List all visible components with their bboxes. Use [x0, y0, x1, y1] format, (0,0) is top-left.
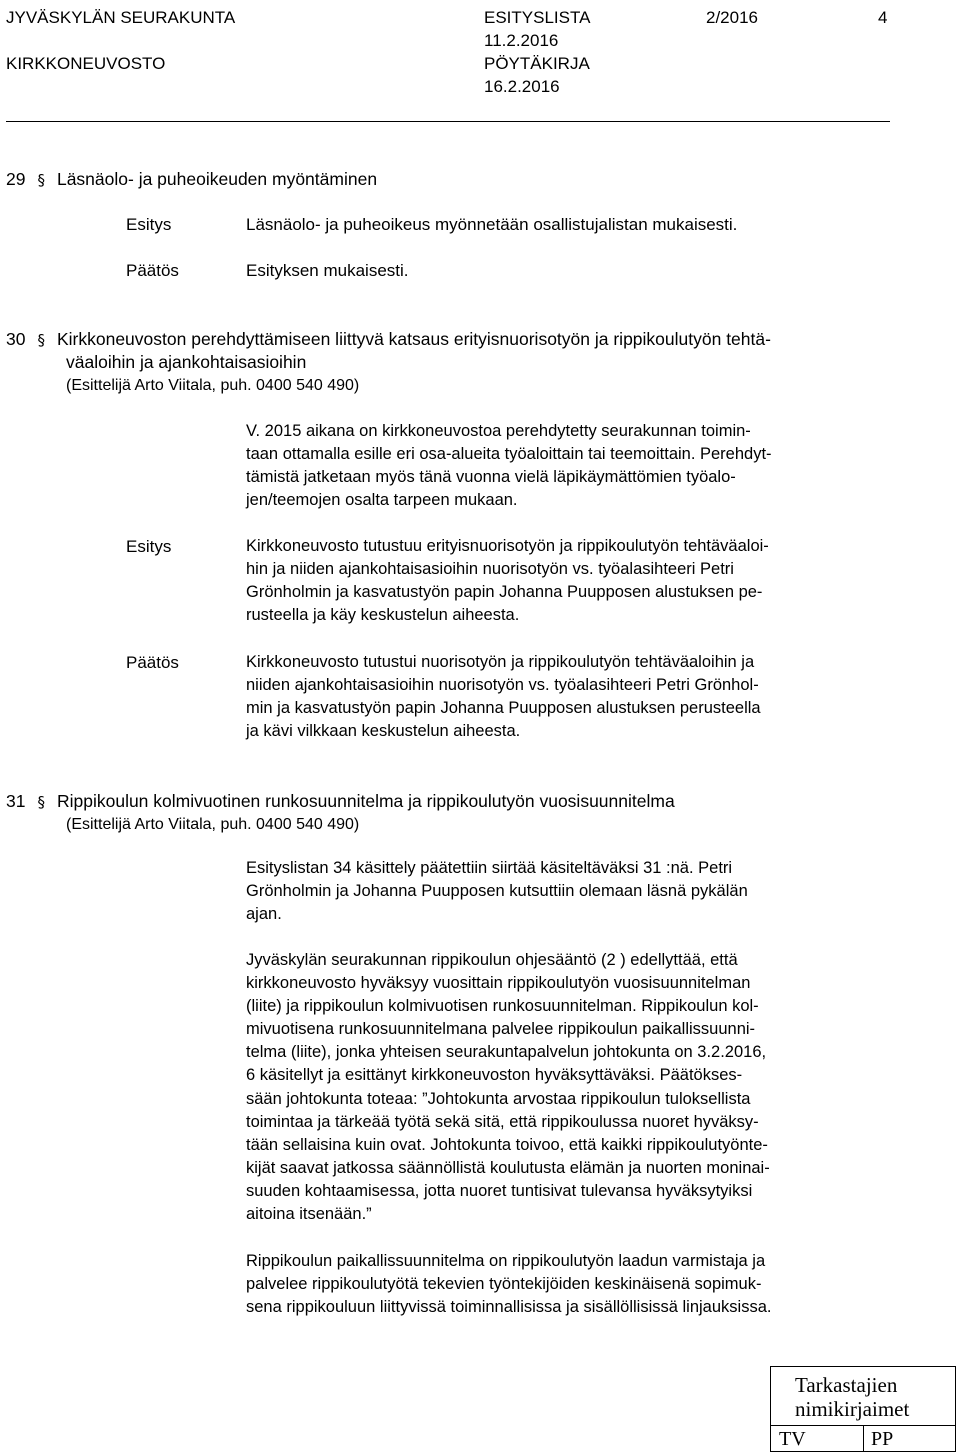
reviewer-initials-box	[770, 1366, 956, 1452]
minutes-date: 16.2.2016	[484, 77, 560, 96]
document-number: 2/2016	[706, 8, 758, 27]
section-title: Läsnäolo- ja puheoikeuden myöntäminen	[56, 169, 378, 189]
section-30-decision-text	[246, 651, 886, 743]
text-line: mivuotisena runkosuunnitelmana palvelee rippikoulun paikallissuunni-	[246, 1020, 756, 1039]
text-line: niiden ajankohtaisasioihin nuorisotyön vs. työalasihteeri Petri Grönhol-	[246, 676, 759, 695]
header-divider	[6, 121, 890, 122]
reviewer-initials-2: PP	[871, 1428, 894, 1450]
page-number: 4	[878, 8, 888, 27]
section-30-intro	[246, 420, 886, 512]
text-line: taan ottamalla esille eri osa-alueita työaloittain tai teemoittain. Perehdyt-	[246, 445, 772, 464]
section-29-heading	[6, 168, 377, 192]
section-31-heading	[6, 790, 675, 814]
section-30-heading	[6, 328, 771, 352]
text-line: Jyväskylän seurakunnan rippikoulun ohjesääntö (2 ) edellyttää, että	[246, 951, 738, 969]
caption-line: nimikirjaimet	[795, 1397, 910, 1421]
section-29-decision-label: Päätös	[126, 261, 179, 280]
text-line: sena rippikouluun liittyvissä toiminnallisissa ja sisällöllisissä linjauksissa.	[246, 1298, 772, 1317]
section-30-decision-label: Päätös	[126, 653, 179, 672]
section-number: 30	[6, 329, 26, 349]
section-29-proposal-text: Läsnäolo- ja puheoikeus myönnetään osallistujalistan mukaisesti.	[246, 215, 738, 234]
text-line: hin ja niiden ajankohtaisasioihin nuorisotyön vs. työalasihteeri Petri	[246, 560, 734, 579]
reviewer-initials-1: TV	[779, 1428, 806, 1450]
minutes-label: PÖYTÄKIRJA	[484, 54, 590, 73]
text-line: tään sellaisina kuin ovat. Johtokunta toivoo, että kaikki rippikoulutyönte-	[246, 1135, 768, 1154]
text-line: sään johtokunta toteaa: ”Johtokunta arvostaa rippikoulun tuloksellista	[246, 1089, 751, 1108]
caption-line: Tarkastajien	[795, 1373, 898, 1397]
section-31-paragraph-2	[246, 949, 886, 1226]
text-line: kijät saavat jatkossa säännöllistä koulutusta elämän ja nuorten moninai-	[246, 1158, 770, 1177]
organization-name: JYVÄSKYLÄN SEURAKUNTA	[6, 8, 236, 27]
text-line: min ja kasvatustyön papin Johanna Puupposen alustuksen perusteella	[246, 699, 761, 718]
section-number: 31	[6, 791, 26, 811]
section-31-presenter: (Esittelijä Arto Viitala, puh. 0400 540 490)	[66, 816, 360, 833]
text-line: suuden kohtaamisessa, jotta nuoret tuntisivat tulevansa hyväksytyiksi	[246, 1181, 753, 1200]
box-divider	[863, 1425, 864, 1451]
text-line: (liite) ja rippikoulun kolmivuotisen runkosuunnitelman. Rippikoulun kol-	[246, 997, 759, 1016]
text-line: Kirkkoneuvosto tutustuu erityisnuorisotyön ja rippikoulutyön tehtäväaloi-	[246, 537, 769, 555]
text-line: ja kävi vilkkaan keskustelun aiheesta.	[246, 722, 521, 741]
section-sign: §	[37, 331, 45, 349]
section-30-proposal-label: Esitys	[126, 537, 172, 556]
text-line: tämistä jatketaan myös tänä vuonna vielä läpikäymättömien työalo-	[246, 468, 736, 487]
text-line: Kirkkoneuvosto tutustui nuorisotyön ja rippikoulutyön tehtäväaloihin ja	[246, 653, 755, 671]
text-line: 6 käsitellyt ja esittänyt kirkkoneuvoston hyväksyttäväksi. Päätökses-	[246, 1066, 743, 1085]
text-line: kirkkoneuvosto hyväksyy vuosittain rippikoulutyön vuosisuunnitelman	[246, 974, 751, 993]
text-line: Grönholmin ja Johanna Puupposen kutsuttiin olemaan läsnä pykälän	[246, 882, 748, 901]
initials-caption	[795, 1373, 909, 1421]
section-30-proposal-text	[246, 535, 886, 627]
text-line: jen/teemojen osalta tarpeen mukaan.	[246, 491, 518, 510]
text-line: palvelee rippikoulutyötä tekevien työntekijöiden keskinäisenä sopimuk-	[246, 1275, 762, 1294]
board-name: KIRKKONEUVOSTO	[6, 54, 166, 73]
text-line: Grönholmin ja kasvatustyön papin Johanna Puupposen alustuksen pe-	[246, 583, 763, 602]
section-title: Rippikoulun kolmivuotinen runkosuunnitelma ja rippikoulutyön vuosisuunnitelma	[56, 791, 675, 811]
section-number: 29	[6, 169, 26, 189]
text-line: ajan.	[246, 905, 282, 924]
agenda-label: ESITYSLISTA	[484, 8, 591, 27]
section-31-paragraph-1	[246, 857, 886, 926]
section-29-proposal-label: Esitys	[126, 215, 172, 234]
section-30-presenter: (Esittelijä Arto Viitala, puh. 0400 540 490)	[66, 377, 360, 394]
text-line: toimintaa ja tärkeää työtä sekä sitä, että rippikoulussa nuoret hyväksy-	[246, 1112, 759, 1131]
text-line: Esityslistan 34 käsittely päätettiin siirtää käsiteltäväksi 31 :nä. Petri	[246, 859, 733, 877]
section-sign: §	[37, 171, 45, 189]
text-line: aitoina itsenään.”	[246, 1205, 372, 1224]
text-line: rusteella ja käy keskustelun aiheesta.	[246, 606, 520, 625]
agenda-date: 11.2.2016	[484, 31, 559, 50]
text-line: telma (liite), jonka yhteisen seurakuntapalvelun johtokunta on 3.2.2016,	[246, 1043, 767, 1062]
section-title: Kirkkoneuvoston perehdyttämiseen liittyvä katsaus erityisnuorisotyön ja rippikoulutyön tehtä-	[56, 329, 771, 349]
section-31-paragraph-3	[246, 1250, 886, 1319]
text-line: V. 2015 aikana on kirkkoneuvostoa perehdytetty seurakunnan toimin-	[246, 422, 751, 440]
section-29-decision-text: Esityksen mukaisesti.	[246, 261, 409, 280]
section-30-heading-cont: väaloihin ja ajankohtaisasioihin	[66, 352, 307, 372]
text-line: Rippikoulun paikallissuunnitelma on rippikoulutyön laadun varmistaja ja	[246, 1252, 766, 1270]
section-sign: §	[37, 793, 45, 811]
